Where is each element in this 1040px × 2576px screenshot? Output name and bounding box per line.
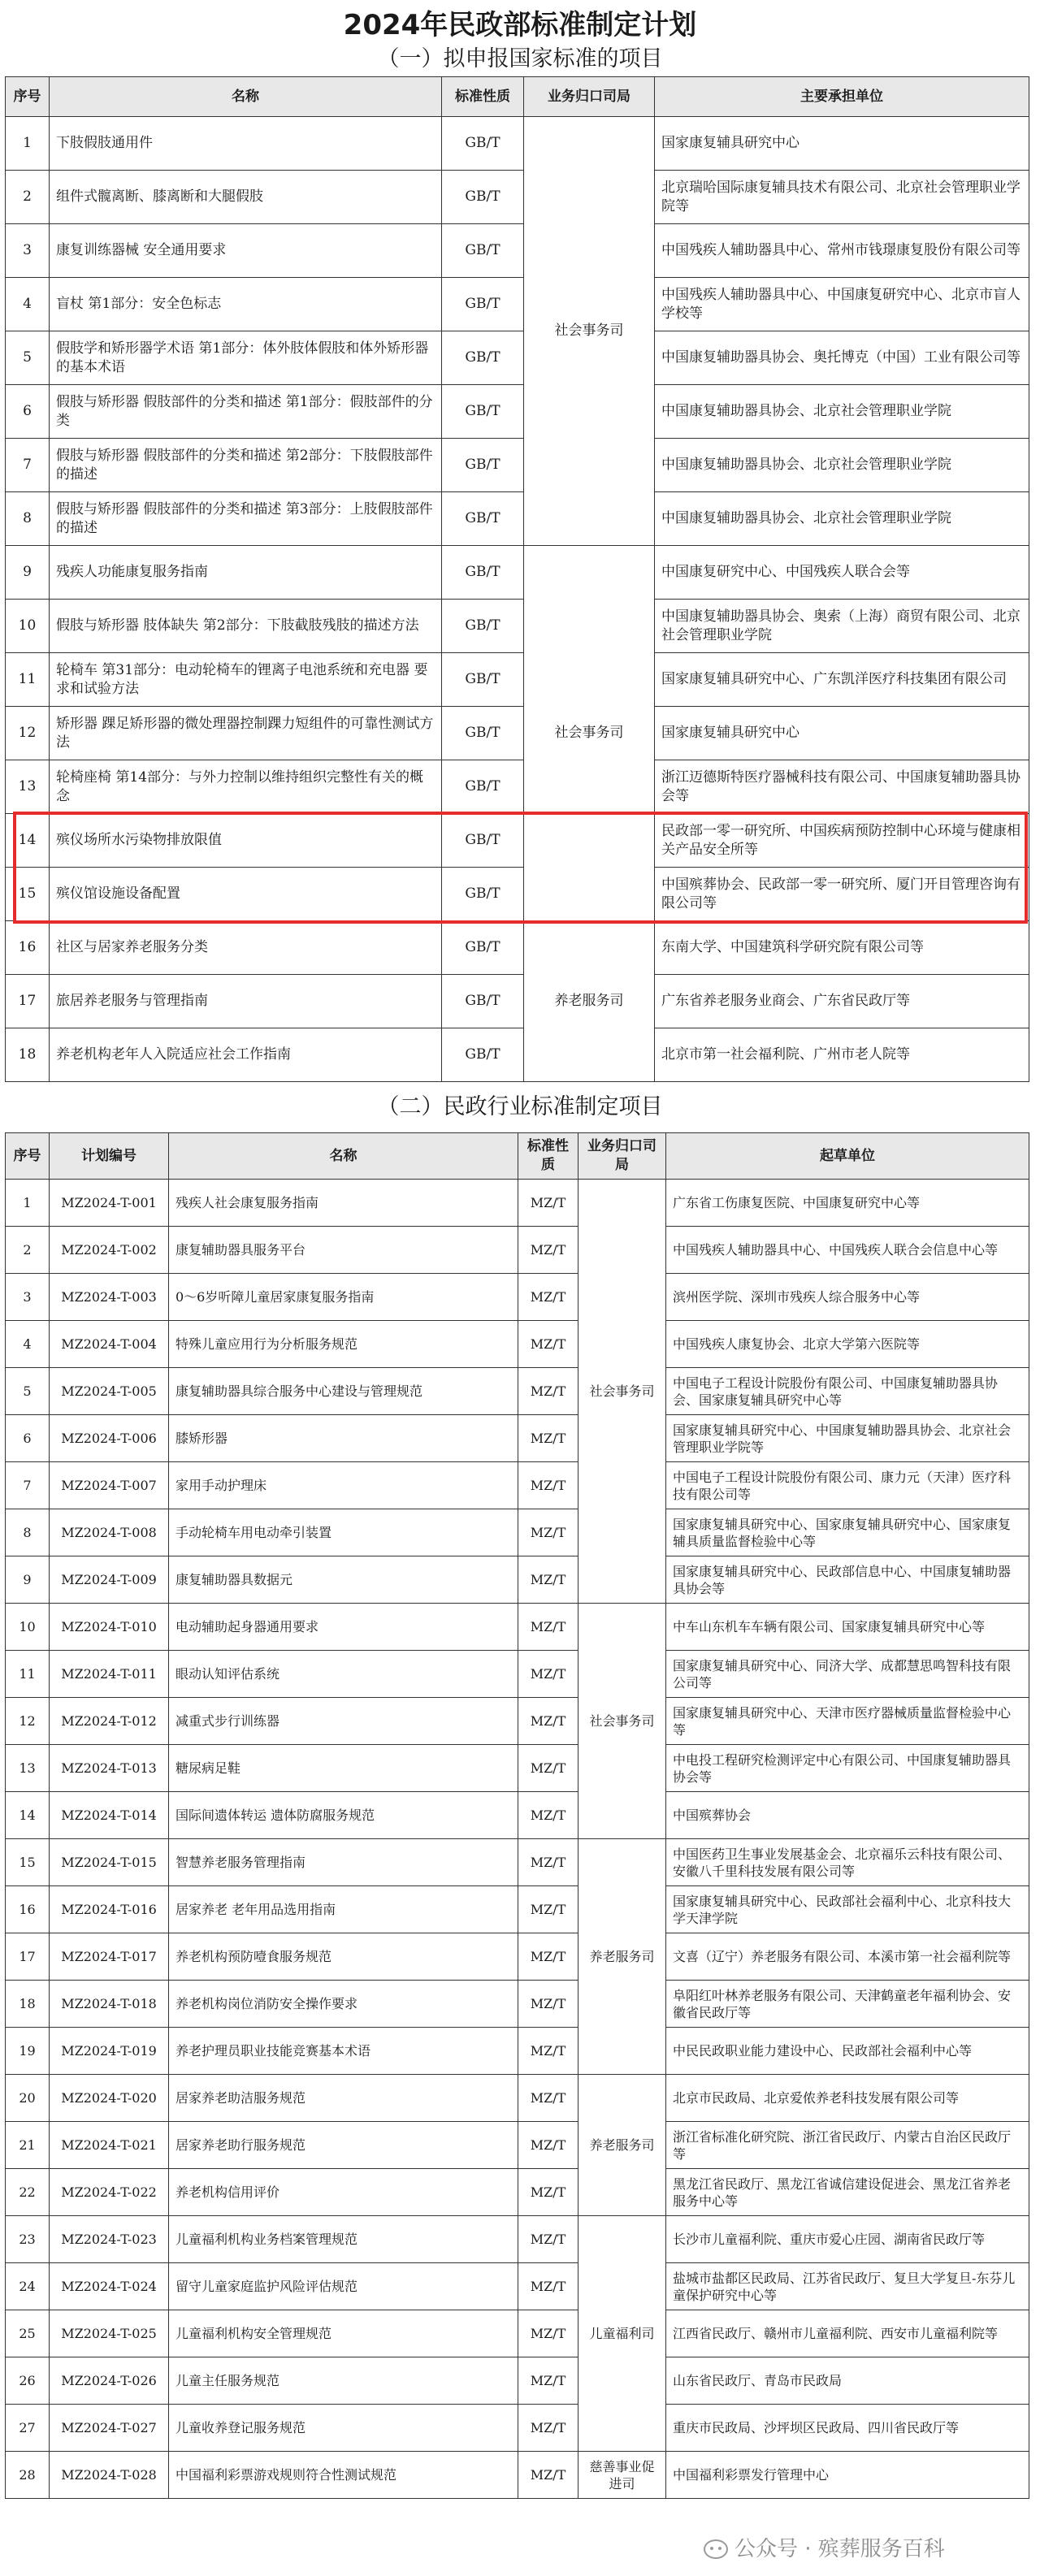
no-cell: 12	[6, 707, 50, 760]
bureau-cell: 养老服务司	[524, 921, 655, 1082]
type-cell: GB/T	[442, 546, 524, 600]
name-cell: 养老机构老年人入院适应社会工作指南	[50, 1028, 442, 1082]
code-cell: MZ2024-T-008	[50, 1509, 169, 1556]
unit-cell: 国家康复辅具研究中心	[655, 117, 1029, 171]
col-header-unit: 起草单位	[666, 1133, 1029, 1180]
no-cell: 3	[6, 224, 50, 278]
no-cell: 18	[6, 1028, 50, 1082]
section2-subtitle: （二）民政行业标准制定项目	[377, 1094, 663, 1119]
unit-cell: 北京市民政局、北京爱侬养老科技发展有限公司等	[666, 2075, 1029, 2122]
unit-cell: 中电投工程研究检测评定中心有限公司、中国康复辅助器具协会等	[666, 1745, 1029, 1792]
table-row	[6, 492, 1029, 546]
type-cell: MZ/T	[518, 2452, 578, 2499]
type-cell: MZ/T	[518, 2216, 578, 2263]
table-row	[6, 2452, 1029, 2499]
type-cell: MZ/T	[518, 2028, 578, 2075]
no-cell: 10	[6, 1604, 50, 1651]
name-cell: 殡仪场所水污染物排放限值	[50, 814, 442, 868]
table-row	[6, 2028, 1029, 2075]
table-row	[6, 1274, 1029, 1321]
no-cell: 15	[6, 868, 50, 921]
unit-cell: 广东省养老服务业商会、广东省民政厅等	[655, 975, 1029, 1028]
table-row	[6, 2263, 1029, 2310]
table-row	[6, 1180, 1029, 1227]
type-cell: MZ/T	[518, 1180, 578, 1227]
no-cell: 6	[6, 385, 50, 439]
unit-cell: 江西省民政厅、赣州市儿童福利院、西安市儿童福利院等	[666, 2310, 1029, 2357]
name-cell: 社区与居家养老服务分类	[50, 921, 442, 975]
code-cell: MZ2024-T-022	[50, 2169, 169, 2216]
name-cell: 0～6岁听障儿童居家康复服务指南	[169, 1274, 518, 1321]
name-cell: 残疾人社会康复服务指南	[169, 1180, 518, 1227]
industry-standards-table	[5, 1132, 1029, 2499]
table-row	[6, 868, 1029, 921]
no-cell: 27	[6, 2405, 50, 2452]
section1-subtitle: （一）拟申报国家标准的项目	[377, 46, 663, 71]
unit-cell: 国家康复辅具研究中心、天津市医疗器械质量监督检验中心等	[666, 1698, 1029, 1745]
table-row	[6, 1556, 1029, 1604]
name-cell: 康复辅助器具综合服务中心建设与管理规范	[169, 1368, 518, 1415]
no-cell: 17	[6, 975, 50, 1028]
no-cell: 15	[6, 1839, 50, 1886]
unit-cell: 中国福利彩票发行管理中心	[666, 2452, 1029, 2499]
type-cell: MZ/T	[518, 2122, 578, 2169]
unit-cell: 东南大学、中国建筑科学研究院有限公司等	[655, 921, 1029, 975]
type-cell: GB/T	[442, 760, 524, 814]
no-cell: 9	[6, 1556, 50, 1604]
type-cell: GB/T	[442, 1028, 524, 1082]
name-cell: 下肢假肢通用件	[50, 117, 442, 171]
name-cell: 假肢与矫形器 假肢部件的分类和描述 第2部分：下肢假肢部件的描述	[50, 439, 442, 492]
table-row	[6, 814, 1029, 868]
unit-cell: 中民民政职业能力建设中心、民政部社会福利中心等	[666, 2028, 1029, 2075]
type-cell: GB/T	[442, 439, 524, 492]
unit-cell: 中国残疾人辅助器具中心、中国残疾人联合会信息中心等	[666, 1227, 1029, 1274]
name-cell: 康复辅助器具服务平台	[169, 1227, 518, 1274]
name-cell: 手动轮椅车用电动牵引装置	[169, 1509, 518, 1556]
code-cell: MZ2024-T-006	[50, 1415, 169, 1462]
table-row	[6, 707, 1029, 760]
name-cell: 旅居养老服务与管理指南	[50, 975, 442, 1028]
code-cell: MZ2024-T-012	[50, 1698, 169, 1745]
table-row	[6, 1981, 1029, 2028]
code-cell: MZ2024-T-007	[50, 1462, 169, 1509]
no-cell: 17	[6, 1933, 50, 1981]
col-header-bureau: 业务归口司局	[524, 77, 655, 117]
code-cell: MZ2024-T-018	[50, 1981, 169, 2028]
type-cell: GB/T	[442, 975, 524, 1028]
type-cell: MZ/T	[518, 2263, 578, 2310]
no-cell: 11	[6, 653, 50, 707]
unit-cell: 阜阳红叶林养老服务有限公司、天津鹤童老年福利协会、安徽省民政厅等	[666, 1981, 1029, 2028]
type-cell: GB/T	[442, 117, 524, 171]
code-cell: MZ2024-T-003	[50, 1274, 169, 1321]
table-row	[6, 600, 1029, 653]
col-header-unit: 主要承担单位	[655, 77, 1029, 117]
code-cell: MZ2024-T-015	[50, 1839, 169, 1886]
name-cell: 膝矫形器	[169, 1415, 518, 1462]
type-cell: MZ/T	[518, 1604, 578, 1651]
table-row	[6, 1227, 1029, 1274]
name-cell: 养老护理员职业技能竞赛基本术语	[169, 2028, 518, 2075]
table-row	[6, 439, 1029, 492]
no-cell: 14	[6, 1792, 50, 1839]
bureau-cell: 养老服务司	[578, 1839, 666, 2075]
no-cell: 19	[6, 2028, 50, 2075]
unit-cell: 中国残疾人康复协会、北京大学第六医院等	[666, 1321, 1029, 1368]
code-cell: MZ2024-T-013	[50, 1745, 169, 1792]
no-cell: 13	[6, 760, 50, 814]
code-cell: MZ2024-T-010	[50, 1604, 169, 1651]
code-cell: MZ2024-T-021	[50, 2122, 169, 2169]
unit-cell: 民政部一零一研究所、中国疾病预防控制中心环境与健康相关产品安全所等	[655, 814, 1029, 868]
code-cell: MZ2024-T-026	[50, 2357, 169, 2405]
type-cell: MZ/T	[518, 1698, 578, 1745]
type-cell: GB/T	[442, 921, 524, 975]
no-cell: 23	[6, 2216, 50, 2263]
no-cell: 26	[6, 2357, 50, 2405]
type-cell: MZ/T	[518, 2310, 578, 2357]
name-cell: 居家养老助行服务规范	[169, 2122, 518, 2169]
no-cell: 6	[6, 1415, 50, 1462]
unit-cell: 浙江省标准化研究院、浙江省民政厅、内蒙古自治区民政厅等	[666, 2122, 1029, 2169]
no-cell: 7	[6, 439, 50, 492]
table-row	[6, 1839, 1029, 1886]
table-row	[6, 1886, 1029, 1933]
unit-cell: 国家康复辅具研究中心、民政部信息中心、中国康复辅助器具协会等	[666, 1556, 1029, 1604]
unit-cell: 山东省民政厅、青岛市民政局	[666, 2357, 1029, 2405]
unit-cell: 国家康复辅具研究中心、广东凯洋医疗科技集团有限公司	[655, 653, 1029, 707]
table-row	[6, 1745, 1029, 1792]
table-row	[6, 331, 1029, 385]
type-cell: GB/T	[442, 653, 524, 707]
name-cell: 残疾人功能康复服务指南	[50, 546, 442, 600]
col-header-type: 标准性质	[442, 77, 524, 117]
no-cell: 1	[6, 1180, 50, 1227]
type-cell: MZ/T	[518, 1274, 578, 1321]
table-row	[6, 2169, 1029, 2216]
no-cell: 11	[6, 1651, 50, 1698]
type-cell: GB/T	[442, 331, 524, 385]
code-cell: MZ2024-T-011	[50, 1651, 169, 1698]
unit-cell: 中国电子工程设计院股份有限公司、康力元（天津）医疗科技有限公司等	[666, 1462, 1029, 1509]
no-cell: 2	[6, 1227, 50, 1274]
no-cell: 4	[6, 1321, 50, 1368]
type-cell: MZ/T	[518, 1462, 578, 1509]
type-cell: GB/T	[442, 385, 524, 439]
page-title: 2024年民政部标准制定计划	[343, 9, 697, 41]
type-cell: GB/T	[442, 814, 524, 868]
type-cell: MZ/T	[518, 1415, 578, 1462]
bureau-cell: 社会事务司	[578, 1180, 666, 1604]
no-cell: 20	[6, 2075, 50, 2122]
no-cell: 5	[6, 1368, 50, 1415]
unit-cell: 广东省工伤康复医院、中国康复研究中心等	[666, 1180, 1029, 1227]
name-cell: 假肢与矫形器 假肢部件的分类和描述 第3部分：上肢假肢部件的描述	[50, 492, 442, 546]
no-cell: 5	[6, 331, 50, 385]
name-cell: 减重式步行训练器	[169, 1698, 518, 1745]
national-standards-table	[5, 76, 1029, 1082]
bureau-cell: 儿童福利司	[578, 2216, 666, 2452]
unit-cell: 北京市第一社会福利院、广州市老人院等	[655, 1028, 1029, 1082]
code-cell: MZ2024-T-017	[50, 1933, 169, 1981]
name-cell: 轮椅车 第31部分：电动轮椅车的锂离子电池系统和充电器 要求和试验方法	[50, 653, 442, 707]
unit-cell: 重庆市民政局、沙坪坝区民政局、四川省民政厅等	[666, 2405, 1029, 2452]
type-cell: GB/T	[442, 868, 524, 921]
no-cell: 21	[6, 2122, 50, 2169]
name-cell: 假肢与矫形器 假肢部件的分类和描述 第1部分：假肢部件的分类	[50, 385, 442, 439]
code-cell: MZ2024-T-028	[50, 2452, 169, 2499]
no-cell: 3	[6, 1274, 50, 1321]
name-cell: 假肢与矫形器 肢体缺失 第2部分：下肢截肢残肢的描述方法	[50, 600, 442, 653]
col-header-code: 计划编号	[50, 1133, 169, 1180]
unit-cell: 中国电子工程设计院股份有限公司、中国康复辅助器具协会、国家康复辅具研究中心等	[666, 1368, 1029, 1415]
name-cell: 儿童主任服务规范	[169, 2357, 518, 2405]
code-cell: MZ2024-T-001	[50, 1180, 169, 1227]
name-cell: 盲杖 第1部分：安全色标志	[50, 278, 442, 331]
no-cell: 14	[6, 814, 50, 868]
type-cell: MZ/T	[518, 1651, 578, 1698]
unit-cell: 国家康复辅具研究中心	[655, 707, 1029, 760]
table-row	[6, 2216, 1029, 2263]
table-row	[6, 760, 1029, 814]
name-cell: 轮椅座椅 第14部分：与外力控制以维持组织完整性有关的概念	[50, 760, 442, 814]
table-row	[6, 1028, 1029, 1082]
no-cell: 22	[6, 2169, 50, 2216]
type-cell: MZ/T	[518, 1368, 578, 1415]
unit-cell: 中国残疾人辅助器具中心、中国康复研究中心、北京市盲人学校等	[655, 278, 1029, 331]
type-cell: MZ/T	[518, 1933, 578, 1981]
name-cell: 眼动认知评估系统	[169, 1651, 518, 1698]
unit-cell: 中国康复研究中心、中国残疾人联合会等	[655, 546, 1029, 600]
type-cell: GB/T	[442, 492, 524, 546]
table-row	[6, 1321, 1029, 1368]
type-cell: MZ/T	[518, 1321, 578, 1368]
unit-cell: 盐城市盐都区民政局、江苏省民政厅、复旦大学复旦-东芬儿童保护研究中心等	[666, 2263, 1029, 2310]
code-cell: MZ2024-T-019	[50, 2028, 169, 2075]
name-cell: 康复辅助器具数据元	[169, 1556, 518, 1604]
col-header-no: 序号	[6, 77, 50, 117]
bureau-cell: 社会事务司	[524, 117, 655, 546]
name-cell: 电动辅助起身器通用要求	[169, 1604, 518, 1651]
name-cell: 糖尿病足鞋	[169, 1745, 518, 1792]
name-cell: 特殊儿童应用行为分析服务规范	[169, 1321, 518, 1368]
name-cell: 居家养老 老年用品选用指南	[169, 1886, 518, 1933]
code-cell: MZ2024-T-025	[50, 2310, 169, 2357]
type-cell: GB/T	[442, 224, 524, 278]
code-cell: MZ2024-T-024	[50, 2263, 169, 2310]
col-header-type: 标准性质	[518, 1133, 578, 1180]
name-cell: 组件式髋离断、膝离断和大腿假肢	[50, 171, 442, 224]
code-cell: MZ2024-T-016	[50, 1886, 169, 1933]
unit-cell: 长沙市儿童福利院、重庆市爱心庄园、湖南省民政厅等	[666, 2216, 1029, 2263]
table-header-row	[6, 77, 1029, 117]
code-cell: MZ2024-T-023	[50, 2216, 169, 2263]
unit-cell: 中车山东机车车辆有限公司、国家康复辅具研究中心等	[666, 1604, 1029, 1651]
table-row	[6, 1651, 1029, 1698]
table-row	[6, 1698, 1029, 1745]
name-cell: 家用手动护理床	[169, 1462, 518, 1509]
bureau-cell: 慈善事业促进司	[578, 2452, 666, 2499]
name-cell: 智慧养老服务管理指南	[169, 1839, 518, 1886]
no-cell: 9	[6, 546, 50, 600]
code-cell: MZ2024-T-009	[50, 1556, 169, 1604]
table-row	[6, 546, 1029, 600]
col-header-bureau: 业务归口司局	[578, 1133, 666, 1180]
name-cell: 儿童福利机构安全管理规范	[169, 2310, 518, 2357]
unit-cell: 国家康复辅具研究中心、同济大学、成都慧思鸣智科技有限公司等	[666, 1651, 1029, 1698]
code-cell: MZ2024-T-002	[50, 1227, 169, 1274]
no-cell: 8	[6, 492, 50, 546]
no-cell: 24	[6, 2263, 50, 2310]
wechat-icon	[704, 2539, 728, 2559]
bureau-cell: 社会事务司	[524, 546, 655, 921]
code-cell: MZ2024-T-027	[50, 2405, 169, 2452]
col-header-no: 序号	[6, 1133, 50, 1180]
name-cell: 国际间遗体转运 遗体防腐服务规范	[169, 1792, 518, 1839]
type-cell: MZ/T	[518, 1981, 578, 2028]
no-cell: 13	[6, 1745, 50, 1792]
no-cell: 28	[6, 2452, 50, 2499]
table-row	[6, 921, 1029, 975]
type-cell: MZ/T	[518, 1886, 578, 1933]
col-header-name: 名称	[169, 1133, 518, 1180]
type-cell: MZ/T	[518, 2075, 578, 2122]
table-row	[6, 1792, 1029, 1839]
no-cell: 4	[6, 278, 50, 331]
watermark-text: 公众号 · 殡葬服务百科	[734, 2537, 945, 2561]
table-row	[6, 2357, 1029, 2405]
unit-cell: 国家康复辅具研究中心、中国康复辅助器具协会、北京社会管理职业学院等	[666, 1415, 1029, 1462]
unit-cell: 中国残疾人辅助器具中心、常州市钱璟康复股份有限公司等	[655, 224, 1029, 278]
type-cell: MZ/T	[518, 1839, 578, 1886]
code-cell: MZ2024-T-005	[50, 1368, 169, 1415]
type-cell: MZ/T	[518, 1556, 578, 1604]
table-row	[6, 385, 1029, 439]
name-cell: 养老机构岗位消防安全操作要求	[169, 1981, 518, 2028]
type-cell: MZ/T	[518, 1509, 578, 1556]
no-cell: 1	[6, 117, 50, 171]
unit-cell: 中国康复辅助器具协会、北京社会管理职业学院	[655, 385, 1029, 439]
unit-cell: 中国康复辅助器具协会、奥索（上海）商贸有限公司、北京社会管理职业学院	[655, 600, 1029, 653]
type-cell: MZ/T	[518, 2169, 578, 2216]
type-cell: GB/T	[442, 600, 524, 653]
type-cell: GB/T	[442, 707, 524, 760]
unit-cell: 中国医药卫生事业发展基金会、北京福乐云科技有限公司、安徽八千里科技发展有限公司等	[666, 1839, 1029, 1886]
code-cell: MZ2024-T-020	[50, 2075, 169, 2122]
unit-cell: 中国殡葬协会、民政部一零一研究所、厦门开目管理咨询有限公司等	[655, 868, 1029, 921]
no-cell: 10	[6, 600, 50, 653]
col-header-name: 名称	[50, 77, 442, 117]
unit-cell: 滨州医学院、深圳市残疾人综合服务中心等	[666, 1274, 1029, 1321]
no-cell: 8	[6, 1509, 50, 1556]
unit-cell: 黑龙江省民政厅、黑龙江省诚信建设促进会、黑龙江省养老服务中心等	[666, 2169, 1029, 2216]
table-row	[6, 1509, 1029, 1556]
type-cell: GB/T	[442, 171, 524, 224]
name-cell: 养老机构信用评价	[169, 2169, 518, 2216]
table-row	[6, 1604, 1029, 1651]
bureau-cell: 养老服务司	[578, 2075, 666, 2216]
type-cell: MZ/T	[518, 2357, 578, 2405]
unit-cell: 中国康复辅助器具协会、奥托博克（中国）工业有限公司等	[655, 331, 1029, 385]
name-cell: 中国福利彩票游戏规则符合性测试规范	[169, 2452, 518, 2499]
table-row	[6, 653, 1029, 707]
table-row	[6, 171, 1029, 224]
no-cell: 2	[6, 171, 50, 224]
watermark	[699, 2533, 950, 2565]
type-cell: GB/T	[442, 278, 524, 331]
no-cell: 12	[6, 1698, 50, 1745]
unit-cell: 北京瑞哈国际康复辅具技术有限公司、北京社会管理职业学院等	[655, 171, 1029, 224]
unit-cell: 中国殡葬协会	[666, 1792, 1029, 1839]
table-row	[6, 278, 1029, 331]
table-row	[6, 224, 1029, 278]
table-row	[6, 1415, 1029, 1462]
name-cell: 殡仪馆设施设备配置	[50, 868, 442, 921]
name-cell: 儿童福利机构业务档案管理规范	[169, 2216, 518, 2263]
name-cell: 矫形器 踝足矫形器的微处理器控制踝力短组件的可靠性测试方法	[50, 707, 442, 760]
name-cell: 留守儿童家庭监护风险评估规范	[169, 2263, 518, 2310]
table-row	[6, 1462, 1029, 1509]
no-cell: 16	[6, 1886, 50, 1933]
no-cell: 25	[6, 2310, 50, 2357]
table-row	[6, 1933, 1029, 1981]
no-cell: 7	[6, 1462, 50, 1509]
table-row	[6, 2310, 1029, 2357]
table-header-row	[6, 1133, 1029, 1180]
type-cell: MZ/T	[518, 1745, 578, 1792]
unit-cell: 中国康复辅助器具协会、北京社会管理职业学院	[655, 439, 1029, 492]
name-cell: 假肢学和矫形器学术语 第1部分：体外肢体假肢和体外矫形器的基本术语	[50, 331, 442, 385]
name-cell: 康复训练器械 安全通用要求	[50, 224, 442, 278]
table-row	[6, 117, 1029, 171]
table-row	[6, 2075, 1029, 2122]
type-cell: MZ/T	[518, 1227, 578, 1274]
table-row	[6, 975, 1029, 1028]
no-cell: 18	[6, 1981, 50, 2028]
code-cell: MZ2024-T-004	[50, 1321, 169, 1368]
no-cell: 16	[6, 921, 50, 975]
unit-cell: 国家康复辅具研究中心、国家康复辅具研究中心、国家康复辅具质量监督检验中心等	[666, 1509, 1029, 1556]
type-cell: MZ/T	[518, 2405, 578, 2452]
name-cell: 儿童收养登记服务规范	[169, 2405, 518, 2452]
table-row	[6, 2122, 1029, 2169]
code-cell: MZ2024-T-014	[50, 1792, 169, 1839]
unit-cell: 浙江迈德斯特医疗器械科技有限公司、中国康复辅助器具协会等	[655, 760, 1029, 814]
type-cell: MZ/T	[518, 1792, 578, 1839]
table-row	[6, 1368, 1029, 1415]
unit-cell: 文喜（辽宁）养老服务有限公司、本溪市第一社会福利院等	[666, 1933, 1029, 1981]
unit-cell: 中国康复辅助器具协会、北京社会管理职业学院	[655, 492, 1029, 546]
table-row	[6, 2405, 1029, 2452]
unit-cell: 国家康复辅具研究中心、民政部社会福利中心、北京科技大学天津学院	[666, 1886, 1029, 1933]
bureau-cell: 社会事务司	[578, 1604, 666, 1839]
name-cell: 养老机构预防噎食服务规范	[169, 1933, 518, 1981]
name-cell: 居家养老助洁服务规范	[169, 2075, 518, 2122]
